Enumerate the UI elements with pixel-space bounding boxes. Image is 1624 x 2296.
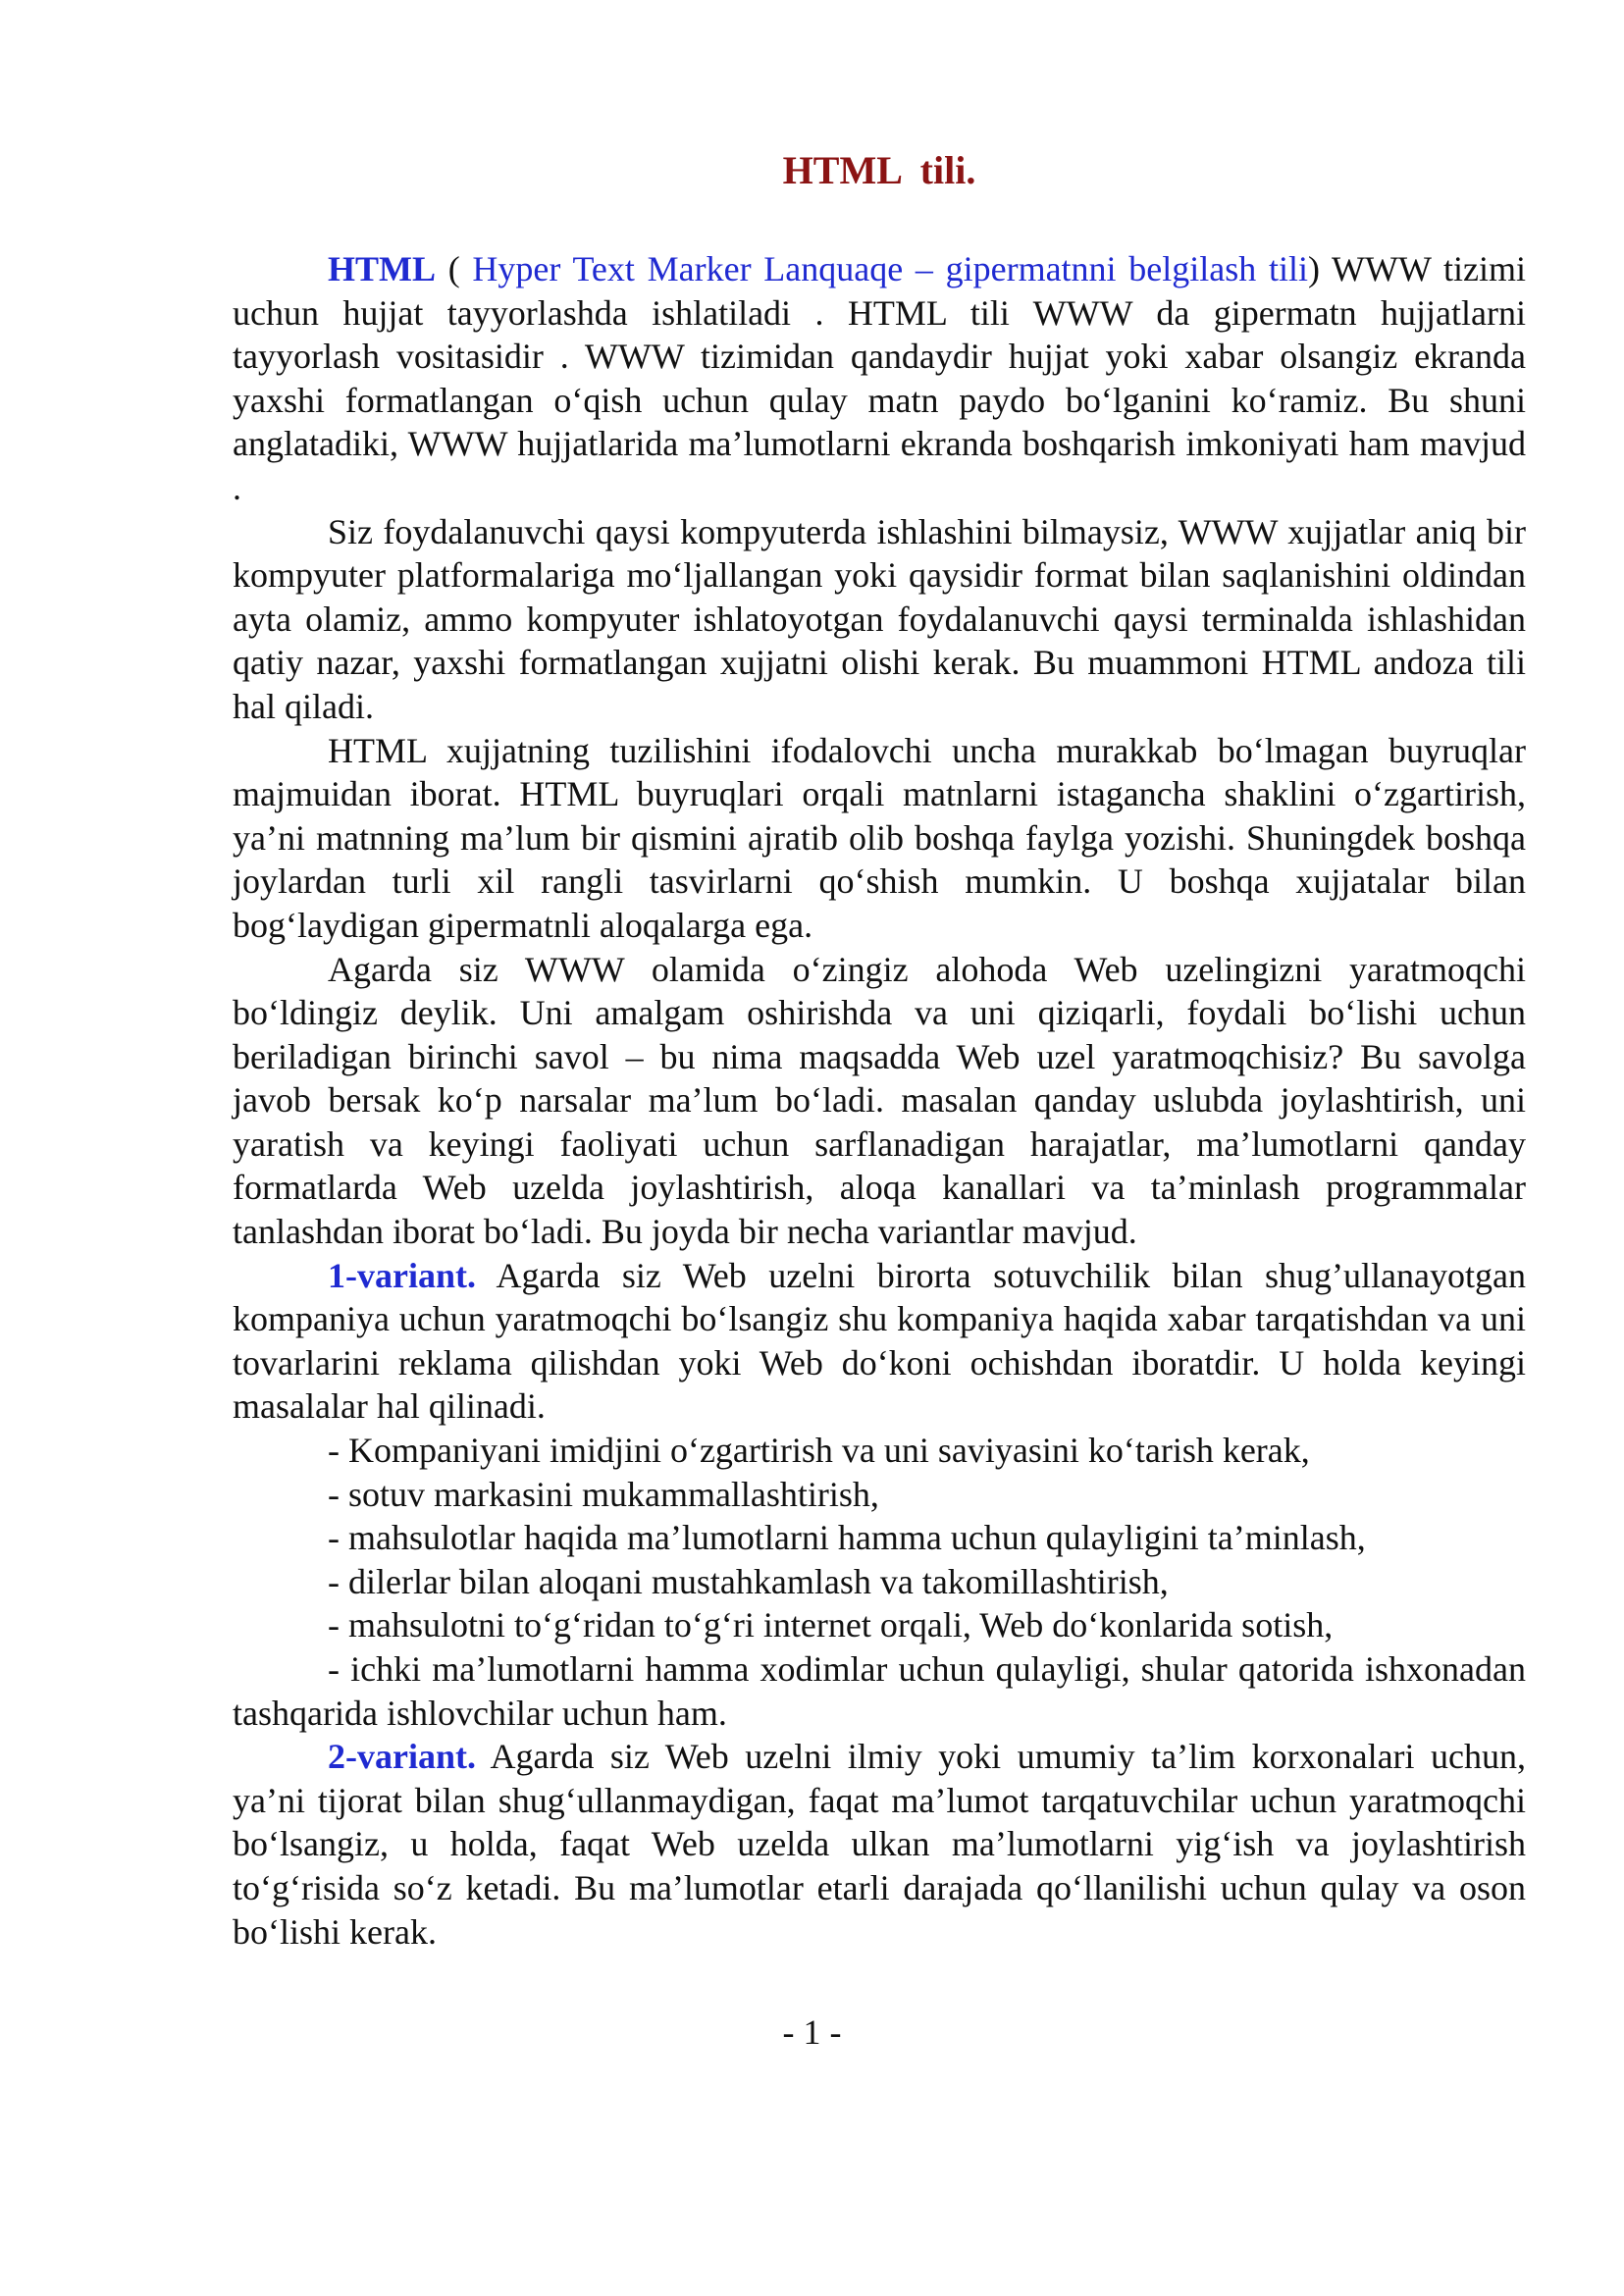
- page-number: - 1 -: [782, 2012, 842, 2052]
- document-page: [233, 147, 1526, 1954]
- intro-term: HTML: [328, 249, 437, 288]
- page-title: HTML tili.: [782, 148, 976, 192]
- variant1-paragraph: [233, 1254, 1526, 1429]
- list-item: - mahsulotni to‘g‘ridan to‘g‘ri internet orqali, Web do‘konlarida sotish,: [328, 1605, 1334, 1645]
- paragraph: HTML xujjatning tuzilishini ifodalovchi uncha murakkab bo‘lmagan buyruqlar majmuidan iborat. HTML buyruqlari orqali matnlarni istagancha shaklini o‘zgartirish, ya’ni matnning ma’lum bir qismini ajratib olib boshqa faylga yozishi. Shuningdek boshqa joylardan turli xil rangli tasvirlarni qo‘shish mumkin. U boshqa xujjatalar bilan bog‘laydigan gipermatnli aloqalarga ega.: [233, 730, 1526, 945]
- paragraph: Agarda siz WWW olamida o‘zingiz alohoda Web uzelingizni yaratmoqchi bo‘ldingiz deylik. Uni amalgam oshirishda va uni qiziqarli, foydali bo‘lishi uchun beriladigan birinchi savol – bu nima maqsadda Web uzel yaratmoqchisiz? Bu savolga javob bersak ko‘p narsalar ma’lum bo‘ladi. masalan qanday uslubda joylashtirish, uni yaratish va keyingi faoliyati uchun sarflanadigan harajatlar, ma’lumotlarni qanday formatlarda Web uzelda joylashtirish, aloqa kanallari va ta’minlash programmalar tanlashdan iborat bo‘ladi. Bu joyda bir necha variantlar mavjud.: [233, 949, 1526, 1252]
- variant2-text: Agarda siz Web uzelni ilmiy yoki umumiy ta’lim korxonalari uchun, ya’ni tijorat bilan shug‘ullanmaydigan, faqat ma’lumot tarqatuvchilar uchun yaratmoqchi bo‘lsangiz, u holda, faqat Web uzelda ulkan ma’lumotlarni yig‘ish va joylashtirish to‘g‘risida so‘z ketadi. Bu ma’lumotlar etarli darajada qo‘llanilishi uchun qulay va oson bo‘lishi kerak.: [233, 1737, 1526, 1952]
- list-item: - sotuv markasini mukammallashtirish,: [328, 1474, 879, 1514]
- paragraph: Siz foydalanuvchi qaysi kompyuterda ishlashini bilmaysiz, WWW xujjatlar aniq bir kompyuter platformalariga mo‘ljallangan yoki qaysidir format bilan saqlanishini oldindan ayta olamiz, ammo kompyuter ishlatoyotgan foydalanuvchi qaysi terminalda ishlashidan qatiy nazar, yaxshi formatlangan xujjatni olishi kerak. Bu muammoni HTML andoza tili hal qiladi.: [233, 511, 1526, 726]
- list-item: - Kompaniyani imidjini o‘zgartirish va uni saviyasini ko‘tarish kerak,: [328, 1431, 1310, 1471]
- intro-expansion: Hyper Text Marker Lanquaqe – gipermatnni belgilash tili: [472, 249, 1308, 288]
- intro-paren: (: [436, 249, 473, 288]
- variant1-label: 1-variant.: [328, 1255, 476, 1295]
- list-item: - mahsulotlar haqida ma’lumotlarni hamma uchun qulayligini ta’minlash,: [328, 1518, 1366, 1558]
- list-item: - ichki ma’lumotlarni hamma xodimlar uchun qulayligi, shular qatorida ishxonadan tashqarida ishlovchilar uchun ham.: [233, 1649, 1526, 1733]
- variant2-label: 2-variant.: [328, 1737, 476, 1777]
- intro-rest: ) WWW tizimi uchun hujjat tayyorlashda ishlatiladi . HTML tili WWW da gipermatn hujjatlarni tayyorlash vositasidir . WWW tizimidan qandaydir hujjat yoki xabar olsangiz ekranda yaxshi formatlangan o‘qish uchun qulay matn paydo bo‘lganini ko‘ramiz. Bu shuni anglatadiki, WWW hujjatlarida ma’lumotlarni ekranda boshqarish imkoniyati ham mavjud .: [233, 249, 1526, 507]
- intro-paragraph: [233, 247, 1526, 510]
- variant1-text: Agarda siz Web uzelni birorta sotuvchilik bilan shug’ullanayotgan kompaniya uchun yaratmoqchi bo‘lsangiz shu kompaniya haqida xabar tarqatishdan va uni tovarlarini reklama qilishdan yoki Web do‘koni ochishdan iboratdir. U holda keyingi masalalar hal qilinadi.: [233, 1255, 1526, 1427]
- list-item: - dilerlar bilan aloqani mustahkamlash va takomillashtirish,: [328, 1561, 1169, 1601]
- variant2-paragraph: [233, 1735, 1526, 1954]
